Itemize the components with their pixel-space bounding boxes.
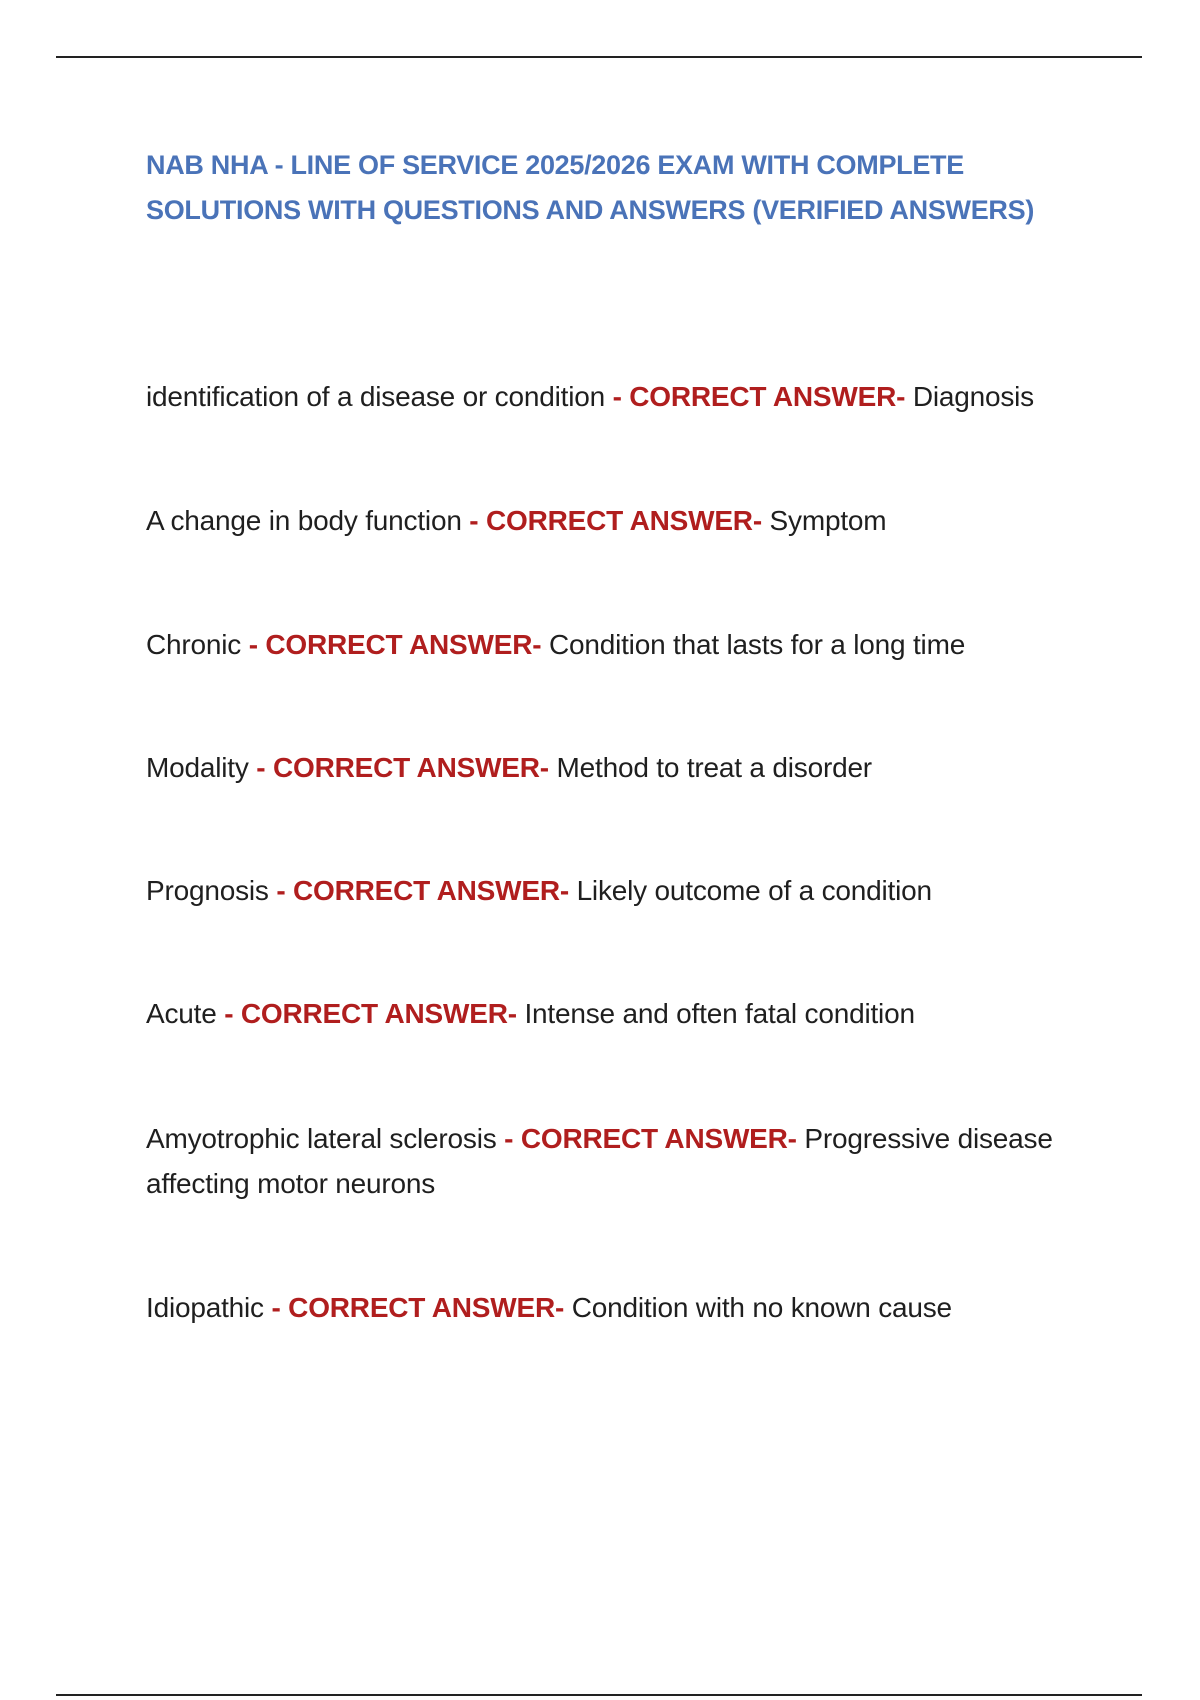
question-text: identification of a disease or condition [146, 381, 605, 412]
qa-item [146, 1116, 1086, 1206]
correct-answer-marker: - CORRECT ANSWER- [612, 381, 906, 412]
correct-answer-marker: - CORRECT ANSWER- [504, 1123, 797, 1154]
qa-item [146, 868, 1086, 913]
qa-item [146, 498, 1086, 543]
question-text: Amyotrophic lateral sclerosis [146, 1123, 497, 1154]
correct-answer-marker: - CORRECT ANSWER- [469, 505, 762, 536]
document-title: NAB NHA - LINE OF SERVICE 2025/2026 EXAM WITH COMPLETE SOLUTIONS WITH QUESTIONS AND ANSWERS (VERIFIED ANSWERS) [146, 150, 1035, 225]
top-divider [56, 56, 1142, 58]
question-text: Modality [146, 752, 249, 783]
question-text: A change in body function [146, 505, 462, 536]
answer-text: Condition that lasts for a long time [548, 629, 966, 660]
question-text: Idiopathic [146, 1292, 264, 1323]
bottom-divider [56, 1694, 1142, 1696]
correct-answer-marker: - CORRECT ANSWER- [248, 629, 542, 660]
correct-answer-marker: - CORRECT ANSWER- [276, 875, 569, 906]
answer-text: Likely outcome of a condition [576, 875, 932, 906]
qa-item [146, 622, 1086, 667]
answer-text: Diagnosis [912, 381, 1034, 412]
answer-text: Intense and often fatal condition [524, 998, 915, 1029]
correct-answer-marker: - CORRECT ANSWER- [256, 752, 549, 783]
question-text: Chronic [146, 629, 242, 660]
qa-item [146, 374, 1086, 419]
correct-answer-marker: - CORRECT ANSWER- [224, 998, 517, 1029]
answer-text: Method to treat a disorder [556, 752, 872, 783]
question-text: Prognosis [146, 875, 269, 906]
qa-item [146, 745, 1086, 790]
correct-answer-marker: - CORRECT ANSWER- [271, 1292, 565, 1323]
question-text: Acute [146, 998, 217, 1029]
qa-item [146, 1285, 1086, 1330]
answer-text: Condition with no known cause [571, 1292, 952, 1323]
qa-item [146, 991, 1086, 1036]
answer-text: Symptom [769, 505, 887, 536]
answer-text: Progressive disease affecting motor neurons [146, 1123, 1053, 1199]
